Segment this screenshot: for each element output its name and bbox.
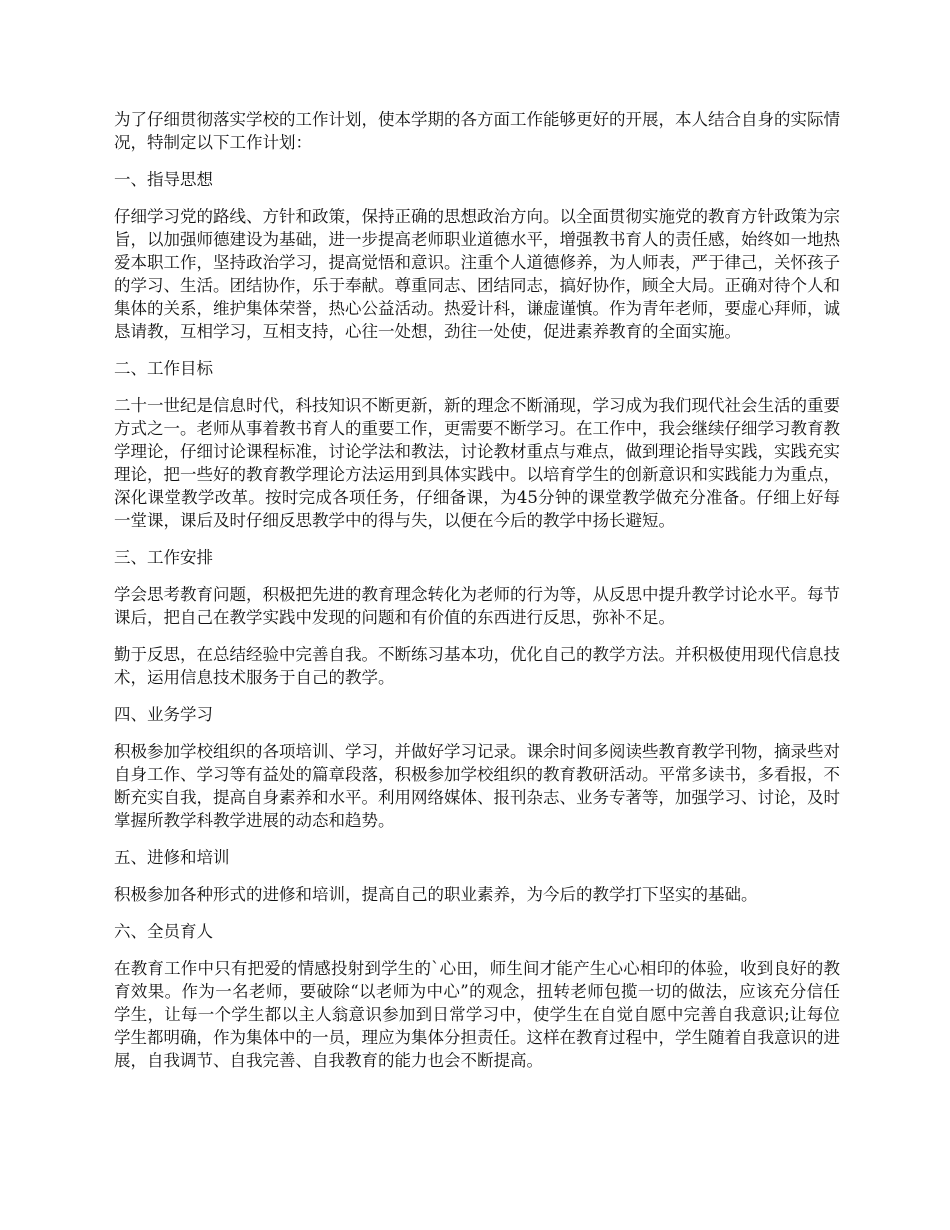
- section-heading-guiding-ideology: 一、指导思想: [114, 170, 213, 189]
- section-heading-professional-study: 四、业务学习: [114, 705, 213, 724]
- intro-paragraph: 为了仔细贯彻落实学校的工作计划，使本学期的各方面工作能够更好的开展，本人结合自身的实际情况，特制定以下工作计划：: [114, 110, 840, 152]
- section-heading-work-arrangement: 三、工作安排: [114, 548, 213, 567]
- training-paragraph: 积极参加各种形式的进修和培训，提高自己的职业素养，为今后的教学打下坚实的基础。: [114, 885, 758, 904]
- guiding-ideology-paragraph: 仔细学习党的路线、方针和政策，保持正确的思想政治方向。以全面贯彻实施党的教育方针政策为宗旨，以加强师德建设为基础，进一步提高老师职业道德水平，增强教书育人的责任感，始终如一地热爱本职工作，坚持政治学习，提高觉悟和意识。注重个人道德修养，为人师表，严于律己，关怀孩子的学习、生活。团结协作，乐于奉献。尊重同志、团结同志，搞好协作，顾全大局。正确对待个人和集体的关系，维护集体荣誉，热心公益活动。热爱计科，谦虚谨慎。作为青年老师，要虚心拜师，诚恳请教，互相学习，互相支持，心往一处想，劲往一处使，促进素养教育的全面实施。: [114, 207, 840, 341]
- whole-staff-education-paragraph: 在教育工作中只有把爱的情感投射到学生的`心田，师生间才能产生心心相印的体验，收到良好的教育效果。作为一名老师，要破除“以老师为中心”的观念，扭转老师包揽一切的做法，应该充分信任学生，让每一个学生都以主人翁意识参加到日常学习中，使学生在自觉自愿中完善自我意识;让每位学生都明确，作为集体中的一员，理应为集体分担责任。这样在教育过程中，学生随着自我意识的进展，自我调节、自我完善、自我教育的能力也会不断提高。: [114, 959, 840, 1070]
- section-heading-training: 五、进修和培训: [114, 848, 230, 867]
- work-arrangement-paragraph-1: 学会思考教育问题，积极把先进的教育理念转化为老师的行为等，从反思中提升教学讨论水平。每节课后，把自己在教学实践中发现的问题和有价值的东西进行反思，弥补不足。: [114, 585, 840, 627]
- professional-study-paragraph: 积极参加学校组织的各项培训、学习，并做好学习记录。课余时间多阅读些教育教学刊物，摘录些对自身工作、学习等有益处的篇章段落，积极参加学校组织的教育教研活动。平常多读书，多看报，不断充实自我，提高自身素养和水平。利用网络媒体、报刊杂志、业务专著等，加强学习、讨论，及时掌握所教学科教学进展的动态和趋势。: [114, 742, 840, 830]
- section-heading-work-goals: 二、工作目标: [114, 359, 213, 378]
- work-arrangement-paragraph-2: 勤于反思，在总结经验中完善自我。不断练习基本功，优化自己的教学方法。并积极使用现代信息技术，运用信息技术服务于自己的教学。: [114, 645, 840, 687]
- work-goals-paragraph: 二十一世纪是信息时代，科技知识不断更新，新的理念不断涌现，学习成为我们现代社会生活的重要方式之一。老师从事着教书育人的重要工作，更需要不断学习。在工作中，我会继续仔细学习教育教学理论，仔细讨论课程标准，讨论学法和教法，讨论教材重点与难点，做到理论指导实践，实践充实理论，把一些好的教育教学理论方法运用到具体实践中。以培育学生的创新意识和实践能力为重点，深化课堂教学改革。按时完成各项任务，仔细备课，为45分钟的课堂教学做充分准备。仔细上好每一堂课，课后及时仔细反思教学中的得与失，以便在今后的教学中扬长避短。: [114, 396, 840, 530]
- document-body: [114, 108, 840, 1086]
- section-heading-whole-staff-education: 六、全员育人: [114, 922, 213, 941]
